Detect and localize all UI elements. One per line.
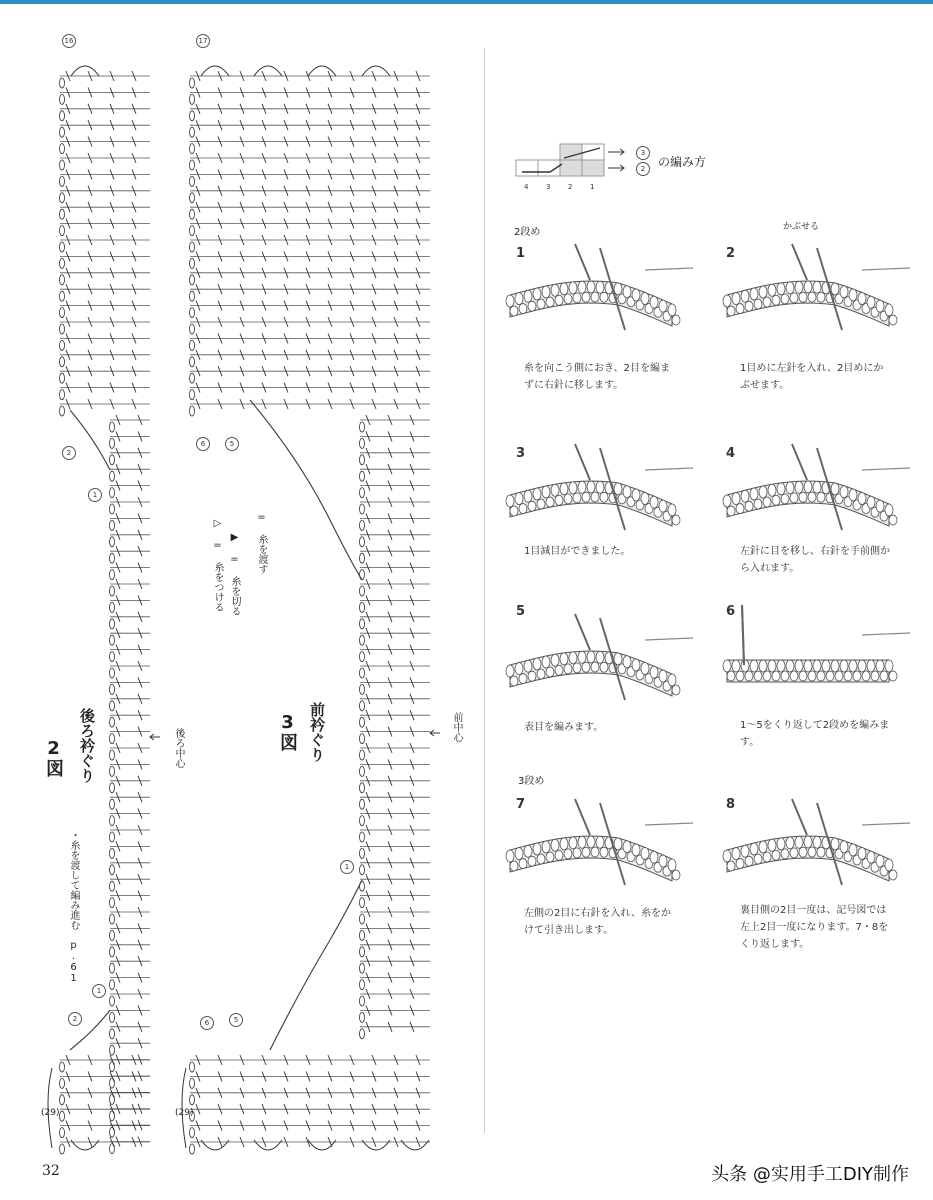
neckline-curve: [70, 410, 110, 470]
chain-oval: [360, 848, 365, 858]
chain-oval: [110, 520, 115, 530]
chain-oval: [360, 898, 365, 908]
chain-oval: [360, 668, 365, 678]
chain-oval: [60, 357, 65, 367]
chain-oval: [360, 635, 365, 645]
chain-oval: [60, 275, 65, 285]
chain-oval: [60, 1095, 65, 1105]
chain-oval: [190, 258, 195, 268]
chain-oval: [110, 586, 115, 596]
center-arrow: [150, 734, 160, 740]
knitting-illustration: [722, 795, 912, 895]
step-caption: 表目を編みます。: [524, 722, 604, 733]
step-caption: 裏目側の2目一度は、記号図では左上2目一度になります。7・8をくり返します。: [740, 905, 889, 950]
chain-oval: [360, 930, 365, 940]
chain-oval: [60, 324, 65, 334]
row-marker-2: 2: [636, 162, 650, 176]
diagram2-center-label: 後ろ中心: [173, 728, 184, 768]
col-label: 2: [568, 183, 573, 191]
chain-oval: [360, 701, 365, 711]
chain-oval: [190, 1095, 195, 1105]
chain-oval: [360, 799, 365, 809]
chain-oval: [110, 1111, 115, 1121]
edge-arc: [71, 1140, 99, 1150]
chain-oval: [360, 914, 365, 924]
diagram2-subtitle: 後ろ衿ぐり: [78, 708, 96, 783]
knitting-illustration: [505, 240, 695, 340]
chain-oval: [360, 750, 365, 760]
chain-oval: [110, 865, 115, 875]
chain-oval: [110, 668, 115, 678]
symbol-title: の編み方: [658, 155, 707, 169]
step-number: 3: [516, 446, 526, 461]
chain-oval: [110, 848, 115, 858]
chain-oval: [360, 422, 365, 432]
chain-oval: [190, 357, 195, 367]
edge-arc: [362, 1140, 390, 1150]
chain-oval: [360, 734, 365, 744]
chain-oval: [360, 602, 365, 612]
chain-oval: [110, 930, 115, 940]
diagram3-title: 3図: [277, 712, 298, 751]
chain-oval: [110, 980, 115, 990]
marker-5: 5: [229, 1013, 243, 1027]
legend-cut: ▶ = 糸を切る: [229, 532, 240, 616]
step-number: 4: [726, 446, 736, 461]
chain-oval: [60, 127, 65, 137]
step-caption: 1～5をくり返して2段めを編みます。: [740, 720, 890, 748]
edge-arc: [254, 66, 282, 76]
chain-oval: [360, 783, 365, 793]
chain-oval: [110, 602, 115, 612]
chain-oval: [360, 537, 365, 547]
edge-arc: [254, 1140, 282, 1150]
chain-oval: [360, 652, 365, 662]
knitting-illustration: [722, 605, 912, 705]
chain-oval: [110, 1029, 115, 1039]
watermark: 头条 @实用手工DIY制作: [711, 1164, 909, 1185]
chain-oval: [190, 275, 195, 285]
chain-oval: [110, 898, 115, 908]
step-caption: 左側の2目に右針を入れ、糸をかけて引き出します。: [524, 908, 671, 936]
step-number: 2: [726, 246, 736, 261]
chain-oval: [360, 438, 365, 448]
chain-oval: [190, 127, 195, 137]
center-arrow: [430, 730, 440, 736]
chain-oval: [110, 1062, 115, 1072]
chain-oval: [360, 586, 365, 596]
chain-oval: [110, 488, 115, 498]
chain-oval: [190, 1128, 195, 1138]
chain-oval: [110, 832, 115, 842]
chain-oval: [190, 1062, 195, 1072]
chain-oval: [110, 947, 115, 957]
chain-oval: [360, 553, 365, 563]
marker-1: 1: [88, 488, 102, 502]
chain-oval: [60, 176, 65, 186]
step-number: 7: [516, 797, 526, 812]
legend-carry: = 糸を渡す: [256, 512, 267, 574]
chain-oval: [110, 570, 115, 580]
row-marker-3: 3: [636, 146, 650, 160]
chain-oval: [110, 963, 115, 973]
chain-oval: [360, 520, 365, 530]
marker-16: 16: [62, 34, 76, 48]
marker-17: 17: [196, 34, 210, 48]
step-number: 8: [726, 797, 736, 812]
chain-oval: [60, 209, 65, 219]
chain-oval: [110, 504, 115, 514]
chain-oval: [110, 1045, 115, 1055]
chain-oval: [190, 1078, 195, 1088]
knitting-illustration: [505, 610, 695, 710]
chain-oval: [110, 914, 115, 924]
section-row2: 2段め: [514, 227, 541, 238]
edge-arc: [401, 1140, 429, 1150]
chain-oval: [60, 193, 65, 203]
chain-oval: [360, 996, 365, 1006]
chain-oval: [360, 766, 365, 776]
knitting-illustration: [505, 440, 695, 540]
chain-oval: [110, 684, 115, 694]
chain-oval: [360, 1012, 365, 1022]
diagram2-note: ・糸を渡して編み進む p.61: [68, 830, 79, 984]
marker-1: 1: [92, 984, 106, 998]
chain-oval: [60, 1111, 65, 1121]
edge-arc: [201, 66, 229, 76]
chain-oval: [110, 471, 115, 481]
chain-oval: [360, 717, 365, 727]
knitting-illustration: [722, 240, 912, 340]
chain-oval: [190, 193, 195, 203]
chain-oval: [110, 799, 115, 809]
chain-oval: [190, 226, 195, 236]
chain-oval: [360, 963, 365, 973]
step-caption: 1目めに左針を入れ、2目めにかぶせます。: [740, 363, 884, 391]
edge-arc: [71, 66, 99, 76]
chain-oval: [60, 1128, 65, 1138]
chain-oval: [360, 980, 365, 990]
chain-oval: [60, 291, 65, 301]
diagram3-center-label: 前中心: [451, 712, 462, 742]
marker-5: 5: [225, 437, 239, 451]
chain-oval: [110, 619, 115, 629]
chain-oval: [360, 865, 365, 875]
chain-oval: [110, 750, 115, 760]
chain-oval: [60, 390, 65, 400]
chain-oval: [110, 783, 115, 793]
chain-oval: [190, 94, 195, 104]
chain-oval: [60, 242, 65, 252]
diagram3-row-count: (29): [175, 1108, 194, 1118]
chain-oval: [110, 996, 115, 1006]
step-number: 5: [516, 604, 526, 619]
chain-oval: [60, 308, 65, 318]
step-caption: 1目減目ができました。: [524, 546, 631, 557]
diagram3-subtitle: 前衿ぐり: [308, 702, 326, 762]
chain-oval: [110, 816, 115, 826]
chain-oval: [110, 553, 115, 563]
chain-oval: [110, 422, 115, 432]
chain-oval: [60, 340, 65, 350]
marker-6: 6: [196, 437, 210, 451]
chain-oval: [110, 701, 115, 711]
chain-oval: [190, 78, 195, 88]
step-number: 6: [726, 604, 736, 619]
legend-attach: ▷ = 糸をつける: [212, 518, 223, 612]
chain-oval: [110, 635, 115, 645]
col-label: 1: [590, 183, 595, 191]
chain-oval: [190, 340, 195, 350]
chain-oval: [60, 258, 65, 268]
chain-oval: [190, 291, 195, 301]
chain-oval: [190, 406, 195, 416]
diagram2-row-count: (29): [41, 1108, 60, 1118]
neckline-curve: [270, 880, 362, 1050]
chain-oval: [110, 1012, 115, 1022]
chain-oval: [190, 111, 195, 121]
chain-oval: [110, 881, 115, 891]
chain-oval: [360, 619, 365, 629]
chain-oval: [190, 390, 195, 400]
chain-oval: [110, 734, 115, 744]
chain-oval: [190, 209, 195, 219]
step-caption: 糸を向こう側におき、2目を編まずに右針に移します。: [524, 363, 670, 391]
chain-oval: [110, 652, 115, 662]
diagram2-title: 2図: [43, 738, 64, 777]
chain-oval: [60, 373, 65, 383]
symbol-chart-icon: [512, 140, 652, 194]
chain-oval: [60, 160, 65, 170]
chain-oval: [60, 111, 65, 121]
page-number: 32: [42, 1163, 60, 1179]
chain-oval: [190, 242, 195, 252]
chain-oval: [360, 455, 365, 465]
marker-6: 6: [200, 1016, 214, 1030]
chain-oval: [190, 373, 195, 383]
edge-arc: [308, 1140, 336, 1150]
chain-oval: [110, 1127, 115, 1137]
chain-oval: [360, 816, 365, 826]
chain-oval: [190, 160, 195, 170]
chain-oval: [60, 406, 65, 416]
chain-oval: [190, 308, 195, 318]
chain-oval: [110, 438, 115, 448]
chain-oval: [360, 947, 365, 957]
step-number: 1: [516, 246, 526, 261]
chain-oval: [190, 144, 195, 154]
chain-oval: [360, 832, 365, 842]
chain-oval: [60, 78, 65, 88]
chain-oval: [60, 1078, 65, 1088]
chain-oval: [360, 504, 365, 514]
col-label: 3: [546, 183, 551, 191]
marker-2: 2: [62, 446, 76, 460]
chain-oval: [60, 1144, 65, 1154]
chain-oval: [60, 144, 65, 154]
step-caption: 左針に目を移し、右針を手前側から入れます。: [740, 546, 890, 574]
chain-oval: [190, 1144, 195, 1154]
chain-oval: [110, 1144, 115, 1154]
chain-oval: [360, 1029, 365, 1039]
knitting-illustration: [505, 795, 695, 895]
chain-oval: [190, 324, 195, 334]
chain-oval: [110, 1094, 115, 1104]
chain-oval: [190, 176, 195, 186]
section-row3: 3段め: [518, 776, 545, 787]
chain-oval: [110, 717, 115, 727]
marker-2: 2: [68, 1012, 82, 1026]
chain-oval: [60, 226, 65, 236]
chain-oval: [360, 488, 365, 498]
chain-oval: [360, 471, 365, 481]
step-annotation: かぶせる: [783, 222, 820, 232]
edge-arc: [308, 66, 336, 76]
chain-oval: [110, 537, 115, 547]
chain-oval: [110, 766, 115, 776]
chain-oval: [110, 455, 115, 465]
knitting-illustration: [722, 440, 912, 540]
chain-oval: [60, 94, 65, 104]
edge-arc: [201, 1140, 229, 1150]
column-divider: [484, 48, 485, 1133]
col-label: 4: [524, 183, 529, 191]
marker-1: 1: [340, 860, 354, 874]
chain-oval: [60, 1062, 65, 1072]
chain-oval: [360, 684, 365, 694]
edge-arc: [362, 66, 390, 76]
chain-oval: [110, 1078, 115, 1088]
